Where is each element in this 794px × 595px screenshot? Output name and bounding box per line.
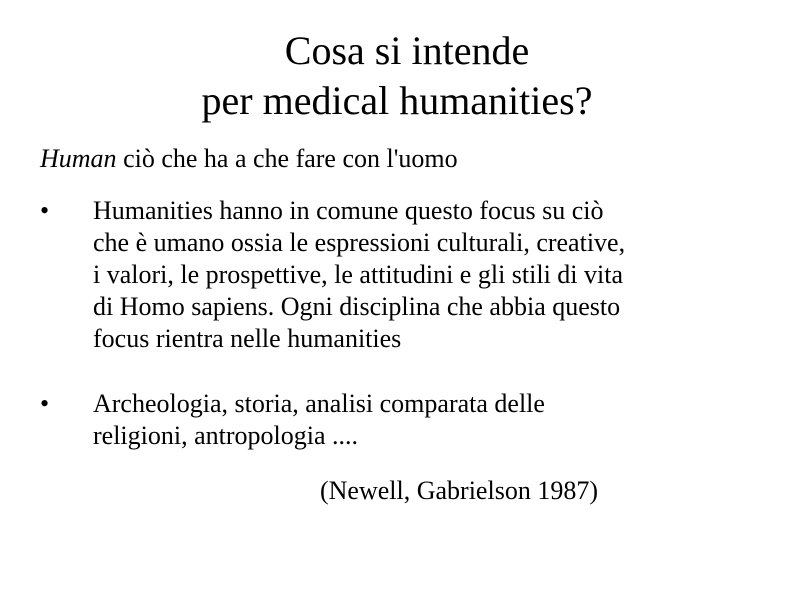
- slide-title: [0, 26, 794, 126]
- bullet-text: [93, 388, 760, 452]
- bullet-text: [93, 195, 760, 355]
- bullet-marker: •: [40, 196, 50, 225]
- citation: (Newell, Gabrielson 1987): [320, 476, 598, 505]
- title-line-2: per medical humanities?: [201, 78, 593, 123]
- intro-term: Human: [40, 144, 117, 173]
- bullet-line: che è umano ossia le espressioni culturali, creative,: [93, 228, 626, 257]
- intro-definition: [40, 143, 458, 175]
- bullet-line: Humanities hanno in comune questo focus su ciò: [93, 196, 604, 225]
- bullet-line: Archeologia, storia, analisi comparata delle: [93, 389, 545, 418]
- bullet-line: di Homo sapiens. Ogni disciplina che abbia questo: [93, 292, 621, 321]
- bullet-marker: •: [40, 389, 50, 418]
- bullet-line: religioni, antropologia ....: [93, 421, 359, 450]
- intro-definition-text: ciò che ha a che fare con l'uomo: [116, 144, 458, 173]
- bullet-line: focus rientra nelle humanities: [93, 324, 402, 353]
- title-line-1: Cosa si intende: [284, 28, 530, 73]
- bullet-line: i valori, le prospettive, le attitudini e gli stili di vita: [93, 260, 624, 289]
